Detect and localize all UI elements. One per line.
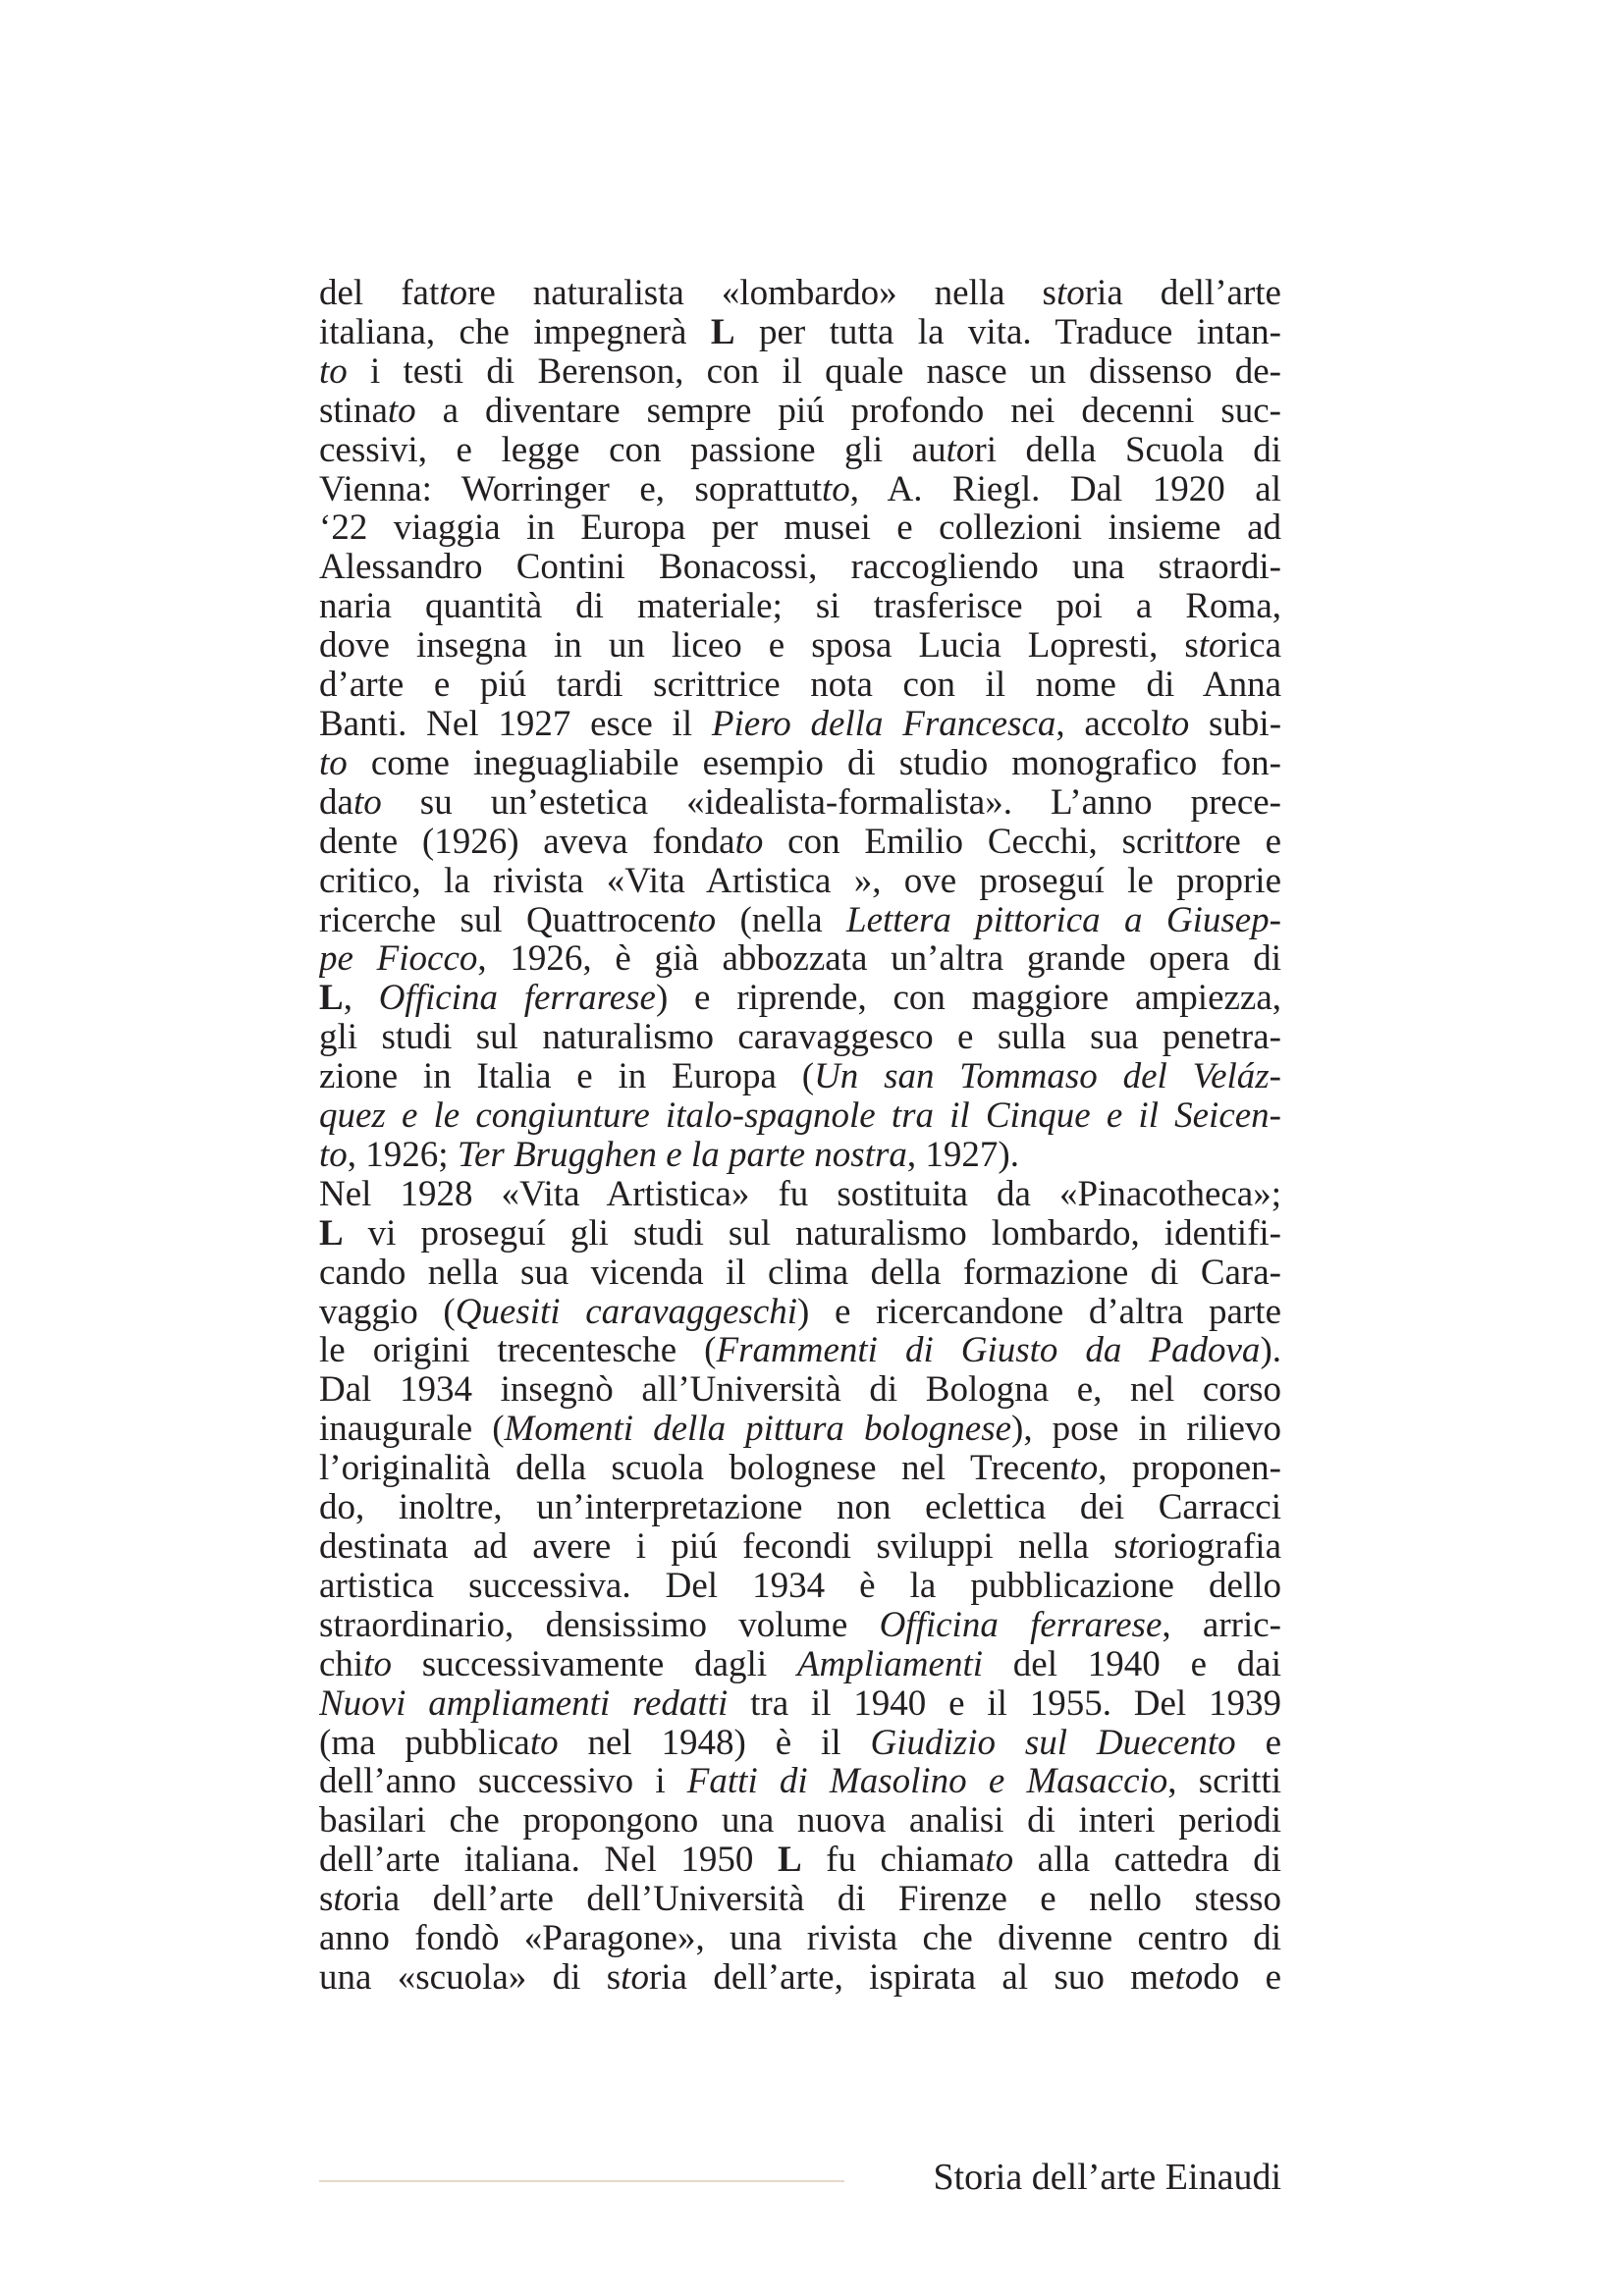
footer-rule bbox=[319, 2180, 844, 2182]
italic-title: to bbox=[363, 1644, 392, 1684]
italic-title: to bbox=[319, 743, 348, 783]
text-line: storia dell’arte dell’Università di Firenze e nello stesso bbox=[319, 1880, 1281, 1920]
italic-title: to bbox=[387, 391, 416, 431]
italic-title: Un san Tommaso del Veláz- bbox=[814, 1057, 1281, 1097]
italic-title: to bbox=[333, 1880, 362, 1920]
italic-title: Frammenti di Giusto da Padova bbox=[716, 1331, 1261, 1371]
italic-title: Quesiti caravaggeschi bbox=[455, 1292, 798, 1332]
italic-title: Nuovi ampliamenti redatti bbox=[319, 1683, 729, 1724]
italic-title: pe Fiocco bbox=[319, 939, 478, 980]
text-line: cando nella sua vicenda il clima della formazione di Cara- bbox=[319, 1253, 1281, 1293]
text-line: cessivi, e legge con passione gli autori della Scuola di bbox=[319, 430, 1281, 470]
italic-title: to bbox=[1055, 274, 1085, 313]
text-line: Nel 1928 «Vita Artistica» fu sostituita da «Pinacotheca»; bbox=[319, 1174, 1281, 1214]
italic-title: to bbox=[985, 1841, 1014, 1881]
footer-label: Storia dell’arte Einaudi bbox=[933, 2157, 1281, 2198]
text-line: dato su un’estetica «idealista-formalista». L’anno prece- bbox=[319, 782, 1281, 823]
text-line: to i testi di Berenson, con il quale nasce un dissenso de- bbox=[319, 351, 1281, 392]
italic-title: to bbox=[734, 822, 764, 862]
italic-title: Officina ferrarese bbox=[378, 979, 656, 1019]
text-line: italiana, che impegnerà L per tutta la vita. Traduce intan- bbox=[319, 312, 1281, 352]
italic-title: to bbox=[687, 900, 717, 940]
text-line: del fattore naturalista «lombardo» nella storia dell’arte bbox=[319, 274, 1281, 313]
text-line: dell’arte italiana. Nel 1950 L fu chiamato alla cattedra di bbox=[319, 1841, 1281, 1881]
italic-title: to bbox=[352, 782, 382, 823]
text-line: stinato a diventare sempre piú profondo nei decenni suc- bbox=[319, 391, 1281, 431]
text-line: critico, la rivista «Vita Artistica », ove proseguí le proprie bbox=[319, 861, 1281, 901]
italic-title: Piero della Francesca bbox=[711, 704, 1056, 744]
italic-title: to bbox=[822, 469, 850, 509]
text-line: do, inoltre, un’interpretazione non eclettica dei Carracci bbox=[319, 1488, 1281, 1527]
text-line: dove insegna in un liceo e sposa Lucia Lopresti, storica bbox=[319, 626, 1281, 667]
text-line: ‘22 viaggia in Europa per musei e collezioni insieme ad bbox=[319, 508, 1281, 549]
text-line: l’originalità della scuola bolognese nel Trecento, proponen- bbox=[319, 1449, 1281, 1489]
italic-title: Fatti di Masolino e Masaccio bbox=[686, 1762, 1168, 1802]
bold-initial: L bbox=[319, 1213, 344, 1254]
bold-initial: L bbox=[319, 979, 344, 1019]
text-line: Banti. Nel 1927 esce il Piero della Francesca, accolto subi- bbox=[319, 704, 1281, 744]
text-line: to come ineguagliabile esempio di studio monografico fon- bbox=[319, 743, 1281, 783]
bold-initial: L bbox=[777, 1841, 802, 1881]
italic-title: Ampliamenti bbox=[796, 1644, 984, 1684]
italic-title: Momenti della pittura bolognese bbox=[504, 1410, 1012, 1450]
italic-title: Giudizio sul Duecento bbox=[870, 1723, 1236, 1763]
text-line: gli studi sul naturalismo caravaggesco e sulla sua penetra- bbox=[319, 1018, 1281, 1058]
text-line: inaugurale (Momenti della pittura bolognese), pose in rilievo bbox=[319, 1410, 1281, 1450]
italic-title: to bbox=[946, 430, 975, 470]
italic-title: to bbox=[319, 1135, 348, 1175]
text-line: le origini trecentesche (Frammenti di Giusto da Padova). bbox=[319, 1331, 1281, 1371]
text-line: artistica successiva. Del 1934 è la pubblicazione dello bbox=[319, 1566, 1281, 1606]
text-line: to, 1926; Ter Brugghen e la parte nostra, 1927). bbox=[319, 1135, 1019, 1175]
text-line: chito successivamente dagli Ampliamenti del 1940 e dai bbox=[319, 1644, 1281, 1684]
bold-initial: L bbox=[710, 312, 735, 352]
italic-title: to bbox=[1174, 1957, 1204, 1998]
italic-title: to bbox=[529, 1723, 559, 1763]
text-line: L vi proseguí gli studi sul naturalismo lombardo, identifi- bbox=[319, 1213, 1281, 1254]
italic-title: Lettera pittorica a Giusep- bbox=[846, 900, 1281, 940]
italic-title: to bbox=[1069, 1449, 1099, 1489]
italic-title: to bbox=[1161, 704, 1190, 744]
italic-title: quez e le congiunture italo-spagnole tra il Cinque e il Seicen- bbox=[319, 1096, 1281, 1136]
italic-title: to bbox=[621, 1957, 649, 1998]
text-line bbox=[319, 1096, 1281, 1136]
text-line: destinata ad avere i piú fecondi sviluppi nella storiografia bbox=[319, 1527, 1281, 1567]
text-line: L, Officina ferrarese) e riprende, con maggiore ampiezza, bbox=[319, 979, 1281, 1019]
italic-title: to bbox=[439, 274, 467, 313]
text-line: anno fondò «Paragone», una rivista che divenne centro di bbox=[319, 1919, 1281, 1958]
text-line: d’arte e piú tardi scrittrice nota con il nome di Anna bbox=[319, 666, 1281, 705]
text-line: straordinario, densissimo volume Officina ferrarese, arric- bbox=[319, 1605, 1281, 1645]
text-line: dell’anno successivo i Fatti di Masolino e Masaccio, scritti bbox=[319, 1762, 1281, 1802]
italic-title: to bbox=[1127, 1527, 1157, 1567]
text-line: naria quantità di materiale; si trasferisce poi a Roma, bbox=[319, 587, 1281, 627]
text-line: zione in Italia e in Europa (Un san Tommaso del Veláz- bbox=[319, 1057, 1281, 1097]
italic-title: Ter Brugghen e la parte nostra bbox=[457, 1135, 907, 1175]
text-line: Nuovi ampliamenti redatti tra il 1940 e il 1955. Del 1939 bbox=[319, 1683, 1281, 1724]
text-line: dente (1926) aveva fondato con Emilio Cecchi, scrittore e bbox=[319, 822, 1281, 862]
italic-title: Officina ferrarese bbox=[879, 1605, 1163, 1645]
text-line: una «scuola» di storia dell’arte, ispirata al suo metodo e bbox=[319, 1957, 1281, 1998]
text-line: (ma pubblicato nel 1948) è il Giudizio sul Duecento e bbox=[319, 1723, 1281, 1763]
text-line: ricerche sul Quattrocento (nella Lettera pittorica a Giusep- bbox=[319, 900, 1281, 940]
text-line: Vienna: Worringer e, soprattutto, A. Riegl. Dal 1920 al bbox=[319, 469, 1281, 509]
text-line: Dal 1934 insegnò all’Università di Bologna e, nel corso bbox=[319, 1370, 1281, 1411]
text-line: Alessandro Contini Bonacossi, raccogliendo una straordi- bbox=[319, 548, 1281, 588]
text-line: vaggio (Quesiti caravaggeschi) e ricercandone d’altra parte bbox=[319, 1292, 1281, 1332]
italic-title: to bbox=[319, 351, 348, 392]
body-text bbox=[319, 274, 1281, 1998]
italic-title: to bbox=[1184, 822, 1214, 862]
italic-title: to bbox=[1198, 626, 1227, 667]
text-line: pe Fiocco, 1926, è già abbozzata un’altra grande opera di bbox=[319, 939, 1281, 980]
text-line: basilari che propongono una nuova analisi di interi periodi bbox=[319, 1801, 1281, 1842]
